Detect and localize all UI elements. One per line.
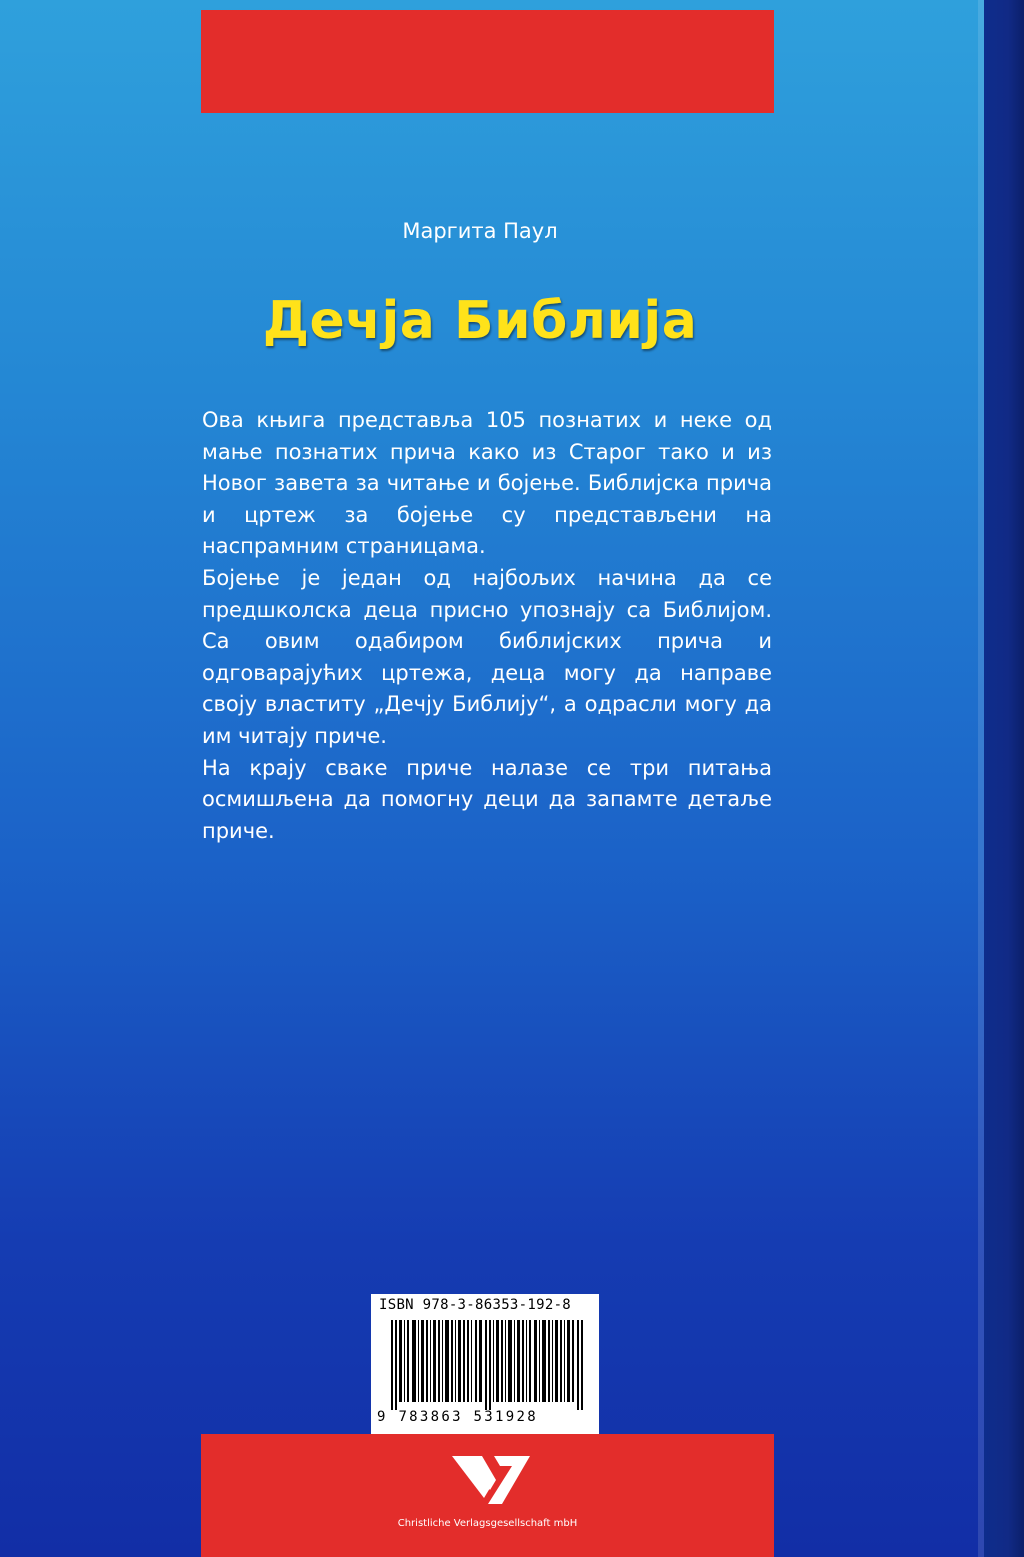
blurb-paragraph: На крају сваке приче налазе се три питања осмишљена да помогну деци да запамте детаље приче. <box>202 755 772 843</box>
cv-publisher-logo-icon <box>450 1448 532 1508</box>
book-spine <box>984 0 1024 1557</box>
top-red-band <box>201 10 774 113</box>
blurb-text <box>202 405 772 847</box>
publisher-name: Christliche Verlagsgesellschaft mbH <box>397 1518 578 1529</box>
isbn-number: ISBN 978-3-86353-192-8 <box>379 1297 572 1313</box>
ean-digits: 9 783863 531928 <box>377 1409 538 1425</box>
barcode-box <box>371 1294 599 1434</box>
blurb-paragraph: Ова књига представља 105 познатих и неке од мање познатих прича како из Старог тако и из Новог завета за читање и бојење. Библијска прича и цртеж за бојење су представљени на наспрамним страницама. <box>202 408 772 559</box>
author-name: Маргита Паул <box>402 219 558 243</box>
book-title: Дечја Библија <box>262 291 698 351</box>
blurb-paragraph: Бојење је један од најбољих начина да се предшколска деца присно упознају са Библијом. Са овим одабиром библијских прича и одговарајућих цртежа, деца могу да направе своју властиту „Дечју Библију“, а одрасли могу да им читају приче. <box>202 565 772 748</box>
barcode-icon <box>391 1320 587 1410</box>
bottom-red-band <box>201 1434 774 1557</box>
